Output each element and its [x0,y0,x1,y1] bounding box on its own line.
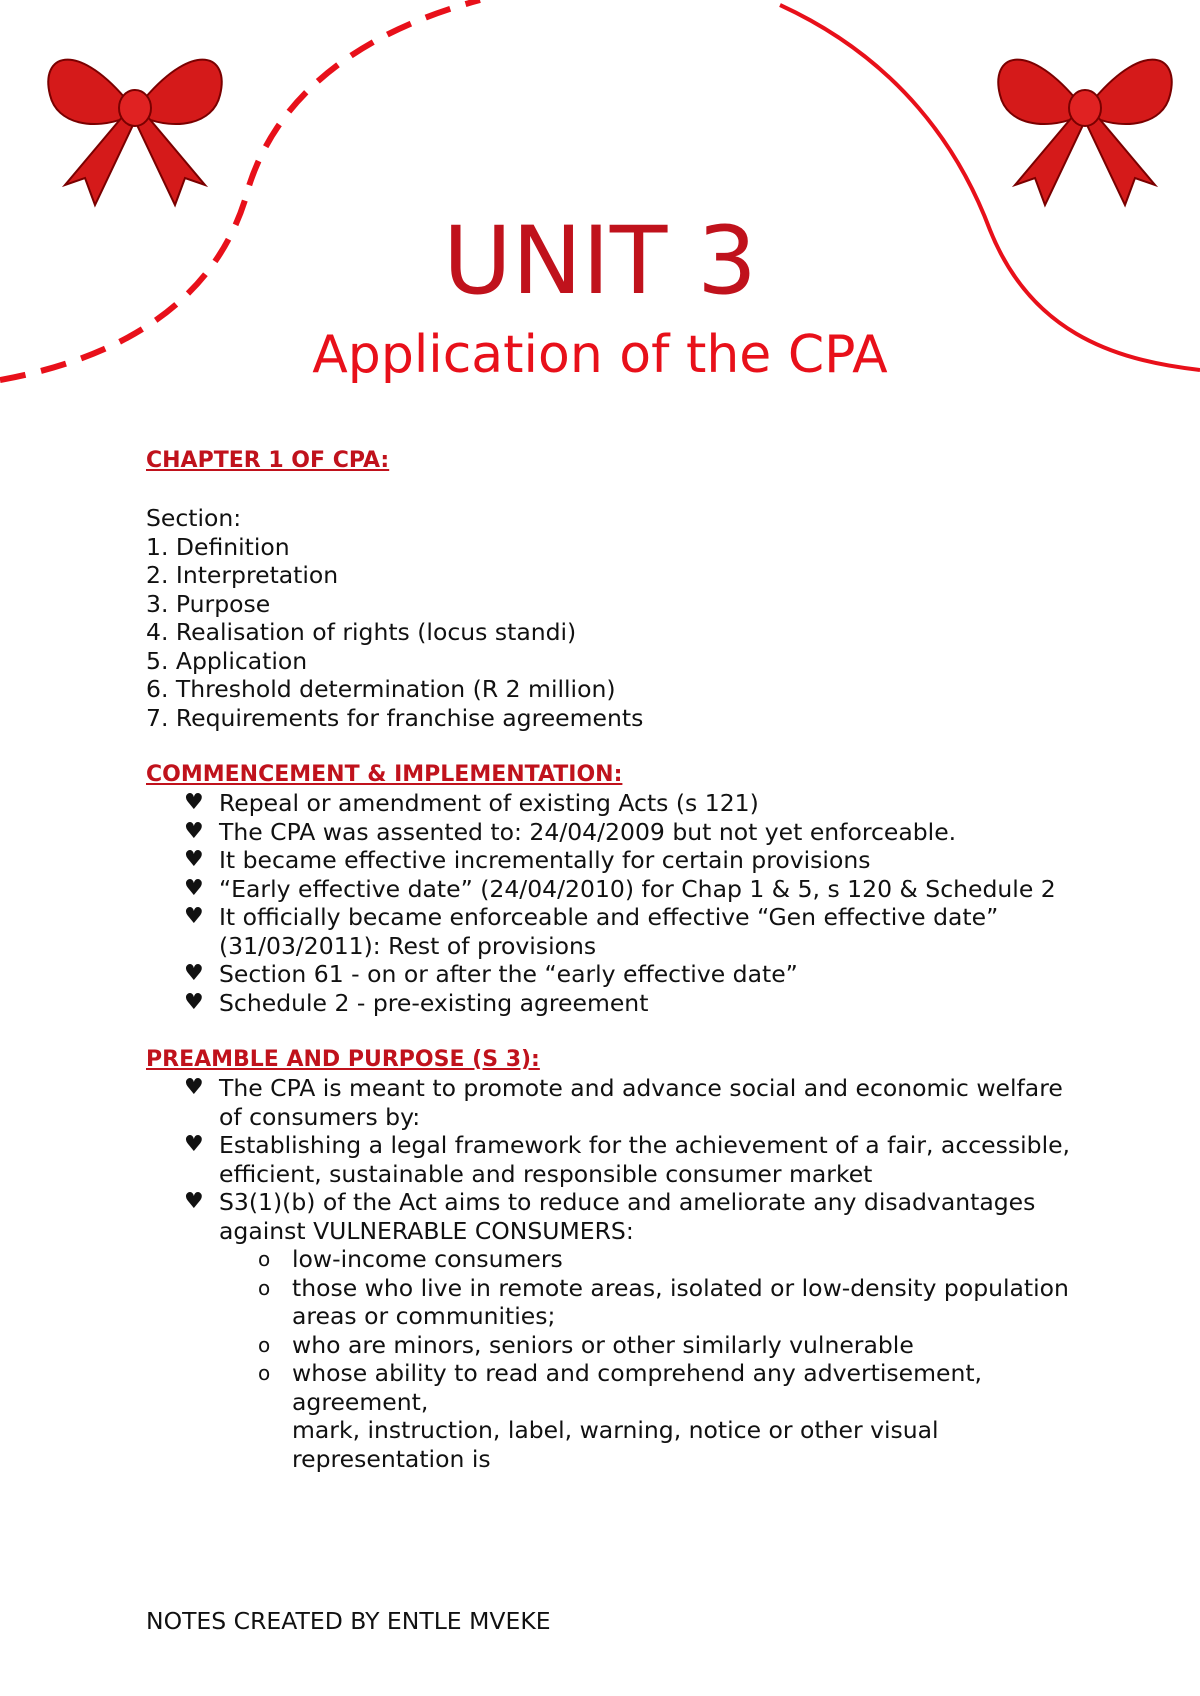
notes-content [146,447,1076,1473]
list-item: o those who live in remote areas, isolated or low-density population areas or communities; [258,1273,1069,1330]
list-item: 2. Interpretation [146,561,339,589]
list-item: o who are minors, seniors or other similarly vulnerable [258,1330,914,1359]
list-item: o whose ability to read and comprehend any advertisement, agreement, [258,1359,983,1416]
list-item: ♥ Section 61 - on or after the “early effective date” [184,960,798,988]
heart-bullet-icon: ♥ [184,904,204,929]
heart-bullet-icon: ♥ [184,875,204,901]
list-item: ♥ It officially became enforceable and effective “Gen effective date” (31/03/2011): Rest of provisions [184,903,999,960]
bow-icon-right [998,60,1171,205]
bow-icon-left [48,60,221,205]
circle-bullet-icon: o [258,1275,271,1300]
heart-bullet-icon: ♥ [184,961,204,986]
circle-bullet-icon: o [258,1361,271,1385]
list-item: 4. Realisation of rights (locus standi) [146,618,577,646]
circle-bullet-icon: o [258,1247,271,1271]
heart-bullet-icon: ♥ [184,1132,204,1157]
list-item: ♥ S3(1)(b) of the Act aims to reduce and ameliorate any disadvantages against VULNERABLE CONSUMERS: [184,1188,1036,1245]
heart-bullet-icon: ♥ [184,989,204,1015]
preamble-list-cont [146,1188,1076,1245]
list-item: ♥ The CPA was assented to: 24/04/2009 but not yet enforceable. [184,817,957,846]
heart-bullet-icon: ♥ [184,1075,204,1100]
preamble-heading: PREAMBLE AND PURPOSE (S 3): [146,1046,540,1072]
heart-bullet-icon: ♥ [184,1189,204,1214]
list-item: o low-income consumers [258,1245,563,1273]
commencement-list [146,789,1076,1017]
heart-bullet-icon: ♥ [184,847,204,872]
list-item: 5. Application [146,646,308,675]
commencement-heading: COMMENCEMENT & IMPLEMENTATION: [146,761,623,787]
list-item: ♥ “Early effective date” (24/04/2010) for Chap 1 & 5, s 120 & Schedule 2 [184,874,1056,903]
list-item: ♥ The CPA is meant to promote and advance social and economic welfare of consumers by: [184,1074,1063,1131]
section-label: Section: [146,504,242,532]
list-item: 3. Purpose [146,589,271,618]
circle-bullet-icon: o [258,1332,271,1357]
heart-bullet-icon: ♥ [184,790,204,815]
list-item: 6. Threshold determination (R 2 million) [146,675,616,703]
list-item: ♥ It became effective incrementally for certain provisions [184,846,871,874]
preamble-list [146,1074,1076,1160]
list-item: 7. Requirements for franchise agreements [146,703,644,732]
title-block [0,207,1200,385]
vulnerable-consumers-list [146,1245,1076,1473]
heart-bullet-icon: ♥ [184,818,204,844]
list-item: 1. Definition [146,532,290,561]
list-item: ♥ Establishing a legal framework for the achievement of a fair, accessible, [184,1131,1071,1159]
list-item: ♥ Repeal or amendment of existing Acts (s 121) [184,789,759,817]
section-list [146,533,1076,733]
list-item-continuation: efficient, sustainable and responsible consumer market [219,1159,873,1188]
chapter1-heading: CHAPTER 1 OF CPA: [146,448,390,473]
footer-note: NOTES CREATED BY ENTLE MVEKE [146,1607,551,1635]
list-item: ♥ Schedule 2 - pre-existing agreement [184,988,649,1017]
page-title: UNIT 3 [443,207,757,316]
page-subtitle: Application of the CPA [312,325,888,385]
list-item-continuation: mark, instruction, label, warning, notice or other visual representation is [292,1416,939,1473]
